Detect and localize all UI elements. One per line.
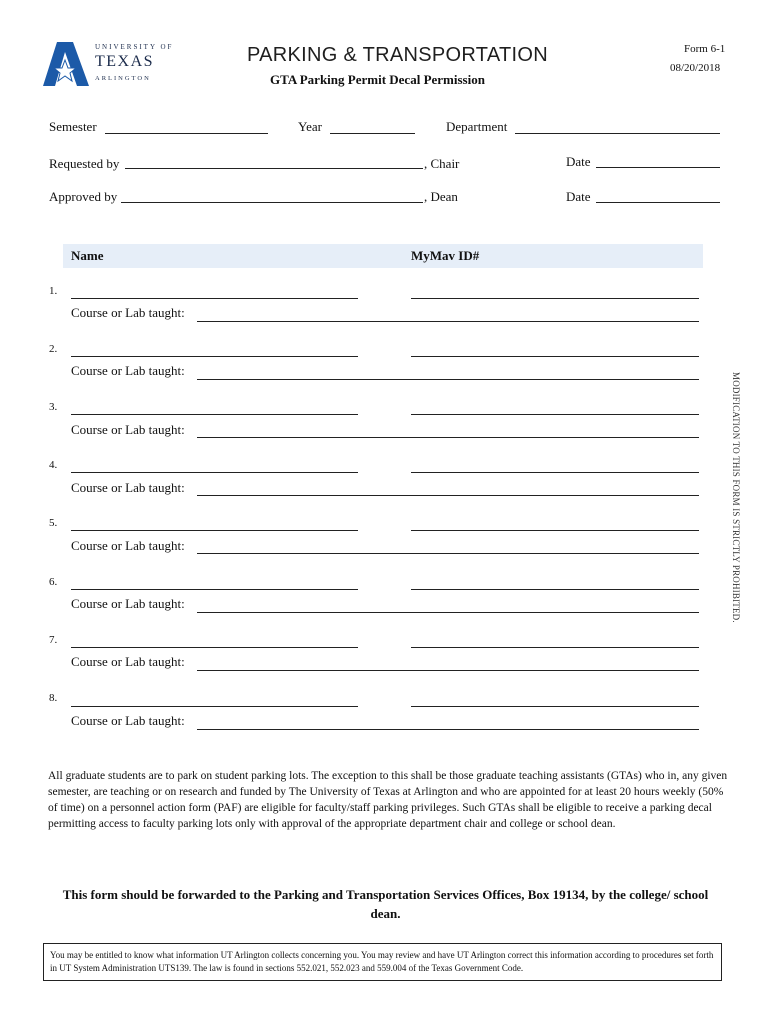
policy-paragraph: All graduate students are to park on student parking lots. The exception to this shall be those graduate teaching assistants (GTAs) who in, any given semester, are teaching or on research and funded by The University of Texas at Arlington and who are appointed for at least 20 hours weekly (50% of time) on a personnel action form (PAF) are eligible for faculty/staff parking privileges. Such GTAs shall be eligible to receive a parking decal permitting access to faculty parking lots only with approval of the appropriate department chair and college or school dean. [48, 770, 728, 830]
chair-label: , Chair [424, 156, 460, 171]
forward-instructions: This form should be forwarded to the Parking and Transportation Services Offices, Box 19134, by the college/ school dean. [62, 887, 709, 921]
row-number: 2. [49, 343, 58, 355]
name-field[interactable] [71, 298, 358, 299]
page-title: PARKING & TRANSPORTATION [247, 44, 548, 66]
dean-label: , Dean [424, 189, 458, 204]
course-label: Course or Lab taught: [71, 713, 185, 728]
course-field[interactable] [197, 379, 699, 380]
mymav-id-field[interactable] [411, 647, 699, 648]
course-field[interactable] [197, 553, 699, 554]
course-label: Course or Lab taught: [71, 538, 185, 553]
course-field[interactable] [197, 321, 699, 322]
course-field[interactable] [197, 495, 699, 496]
approved-by-field[interactable] [121, 202, 423, 203]
requested-by-field[interactable] [125, 168, 423, 169]
university-texas-text: TEXAS [95, 53, 155, 70]
department-label: Department [446, 119, 508, 134]
row-number: 6. [49, 576, 58, 588]
course-field[interactable] [197, 729, 699, 730]
row-number: 4. [49, 459, 58, 471]
row-number: 1. [49, 285, 58, 297]
semester-label: Semester [49, 119, 97, 134]
department-field[interactable] [515, 133, 720, 134]
mymav-id-field[interactable] [411, 589, 699, 590]
course-label: Course or Lab taught: [71, 480, 185, 495]
semester-field[interactable] [105, 133, 268, 134]
row-number: 3. [49, 401, 58, 413]
row-number: 8. [49, 692, 58, 704]
course-label: Course or Lab taught: [71, 305, 185, 320]
uta-a-star-icon [43, 42, 89, 86]
course-field[interactable] [197, 670, 699, 671]
date-field-2[interactable] [596, 202, 720, 203]
mymav-id-field[interactable] [411, 530, 699, 531]
date-label-1: Date [566, 154, 591, 169]
row-number: 7. [49, 634, 58, 646]
course-label: Course or Lab taught: [71, 654, 185, 669]
course-label: Course or Lab taught: [71, 596, 185, 611]
year-field[interactable] [330, 133, 415, 134]
name-field[interactable] [71, 356, 358, 357]
date-field-1[interactable] [596, 167, 720, 168]
mymav-id-column-header: MyMav ID# [411, 248, 480, 263]
university-of-text: UNIVERSITY OF [95, 43, 174, 51]
modification-prohibited-note: MODIFICATION TO THIS FORM IS STRICTLY PROHIBITED. [731, 372, 741, 623]
name-field[interactable] [71, 472, 358, 473]
mymav-id-field[interactable] [411, 414, 699, 415]
mymav-id-field[interactable] [411, 298, 699, 299]
table-header-band [63, 244, 703, 268]
course-field[interactable] [197, 437, 699, 438]
mymav-id-field[interactable] [411, 356, 699, 357]
approved-by-label: Approved by [49, 189, 118, 204]
privacy-notice: You may be entitled to know what information UT Arlington collects concerning you. You may review and have UT Arlington correct this information according to procedures set forth in UT System Administration UTS139. The law is found in sections 552.021, 552.023 and 559.004 of the Texas Government Code. [43, 943, 722, 981]
page-subtitle: GTA Parking Permit Decal Permission [270, 72, 485, 87]
name-field[interactable] [71, 589, 358, 590]
date-label-2: Date [566, 189, 591, 204]
name-field[interactable] [71, 414, 358, 415]
name-column-header: Name [71, 248, 104, 263]
mymav-id-field[interactable] [411, 706, 699, 707]
year-label: Year [298, 119, 322, 134]
form-number: Form 6-1 [684, 43, 726, 55]
requested-by-label: Requested by [49, 156, 120, 171]
name-field[interactable] [71, 530, 358, 531]
mymav-id-field[interactable] [411, 472, 699, 473]
name-field[interactable] [71, 647, 358, 648]
form-date: 08/20/2018 [670, 62, 721, 74]
course-label: Course or Lab taught: [71, 363, 185, 378]
name-field[interactable] [71, 706, 358, 707]
uta-logo [43, 42, 89, 86]
course-label: Course or Lab taught: [71, 422, 185, 437]
course-field[interactable] [197, 612, 699, 613]
university-arlington-text: ARLINGTON [95, 75, 151, 82]
row-number: 5. [49, 517, 58, 529]
